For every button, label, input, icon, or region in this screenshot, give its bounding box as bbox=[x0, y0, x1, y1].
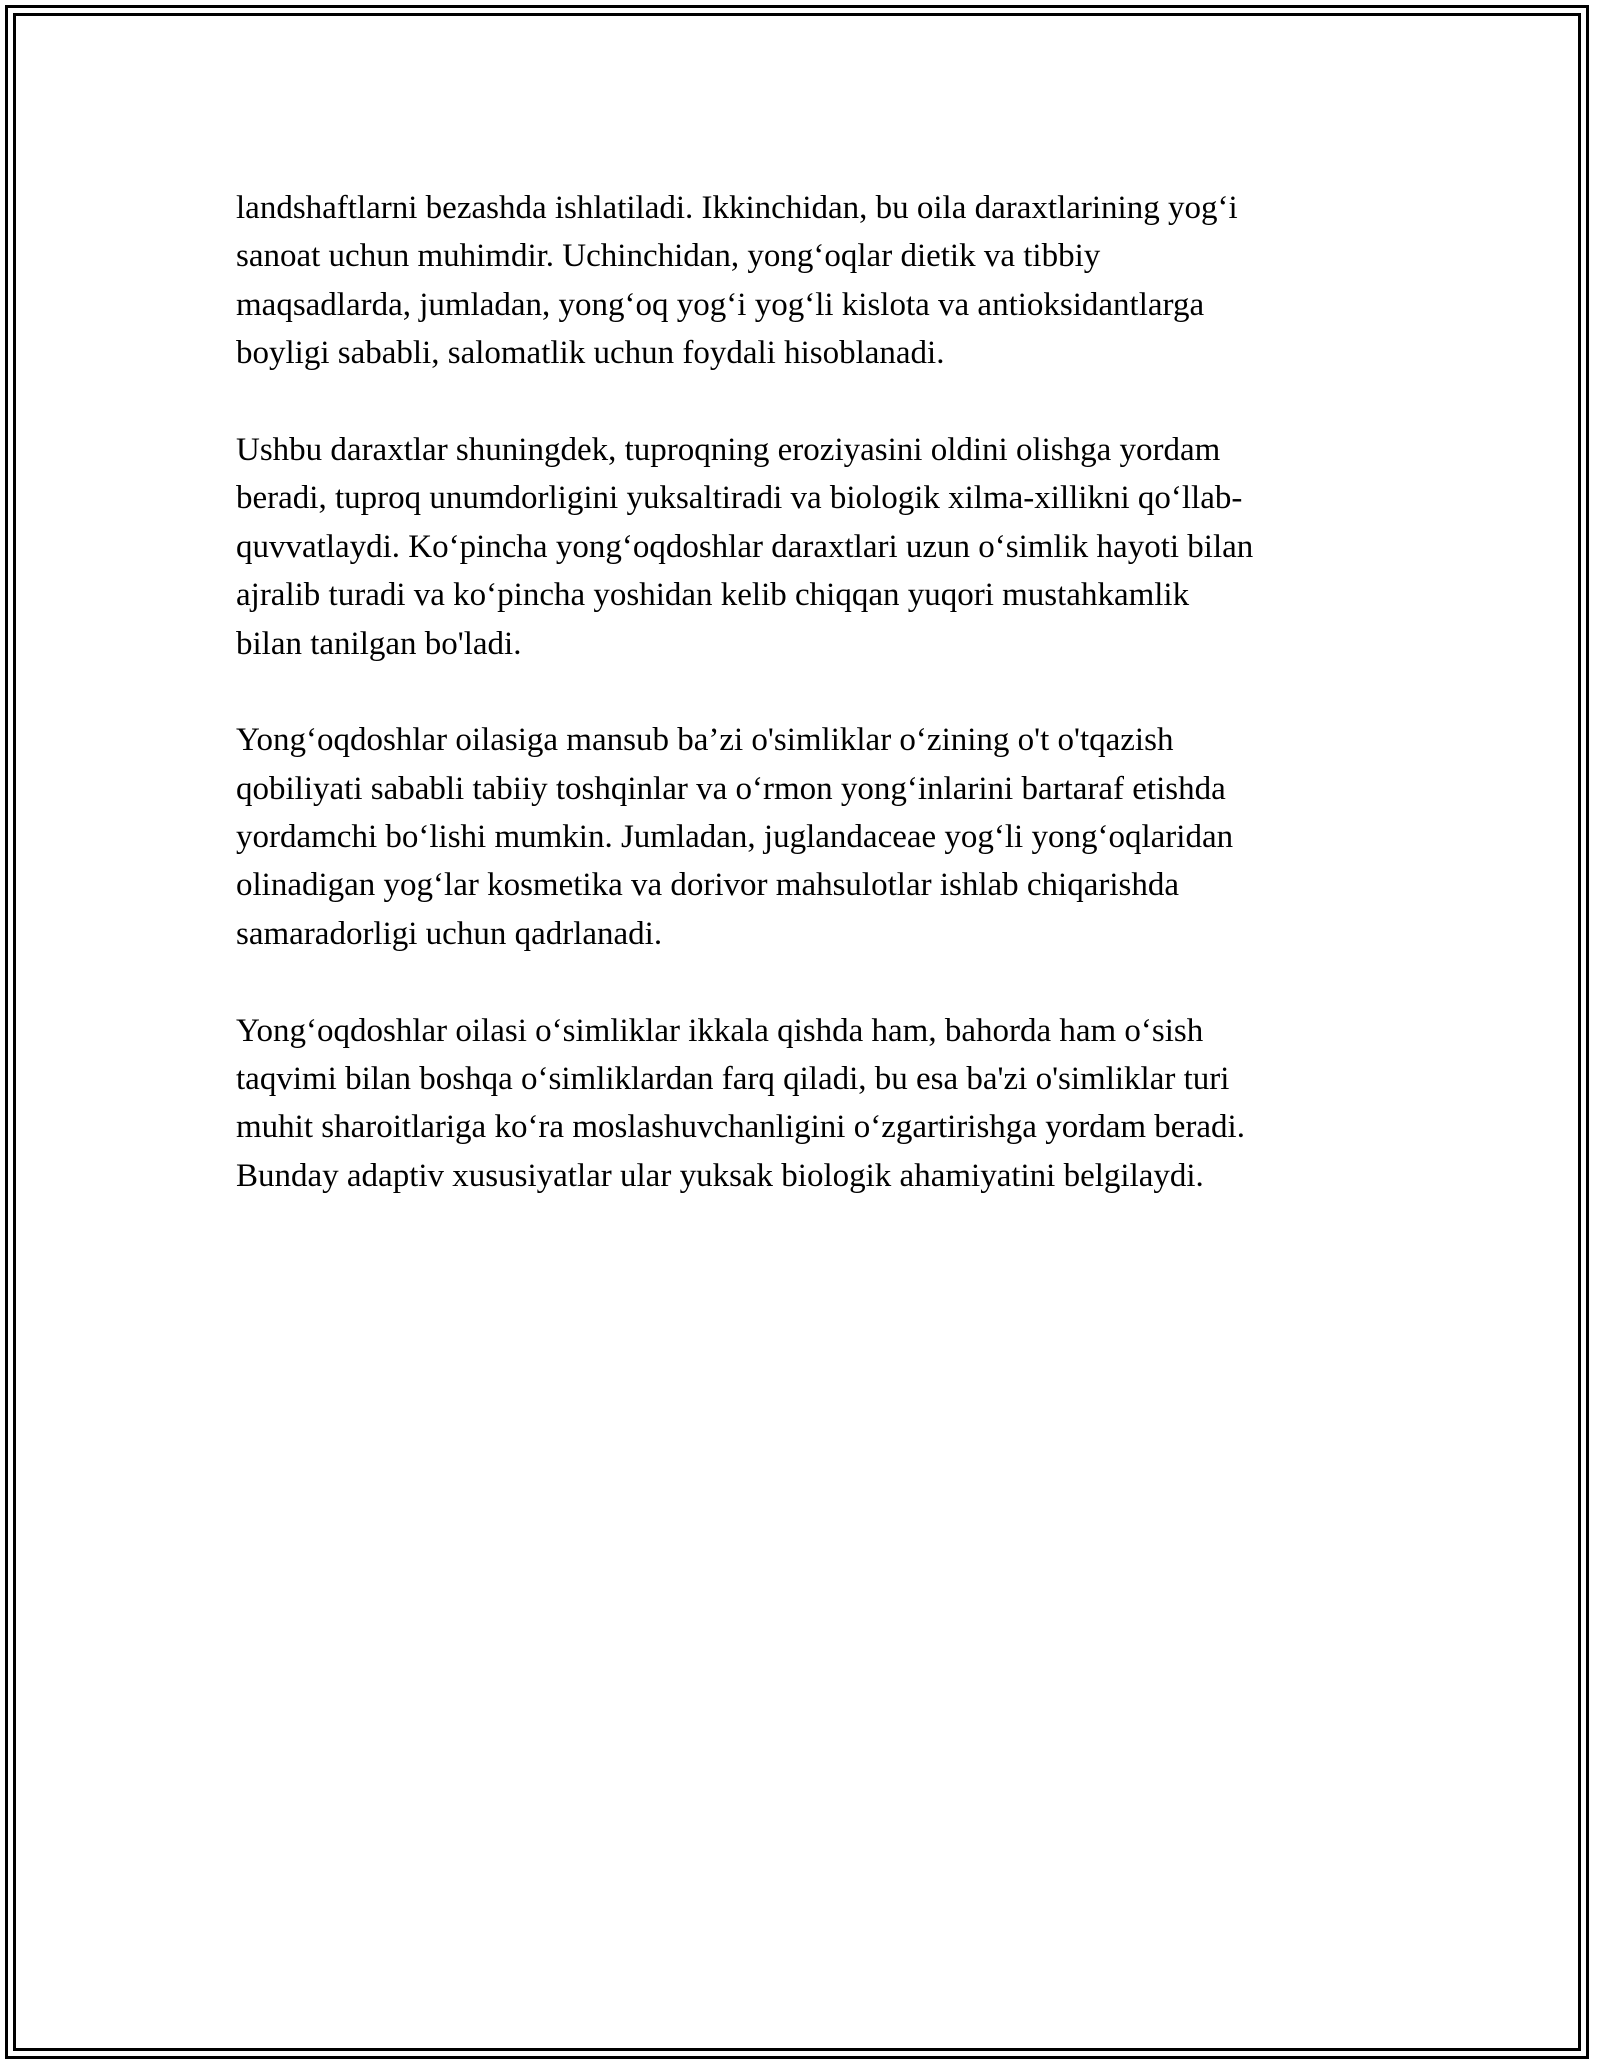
text-line: olinadigan yog‘lar kosmetika va dorivor mahsulotlar ishlab chiqarishda bbox=[236, 867, 1180, 904]
text-line: qobiliyati sababli tabiiy toshqinlar va o‘rmon yong‘inlarini bartaraf etishda bbox=[236, 770, 1226, 807]
text-line: Bunday adaptiv xususiyatlar ular yuksak biologik ahamiyatini belgilaydi. bbox=[236, 1157, 1204, 1194]
text-line: taqvimi bilan boshqa o‘simliklardan farq qiladi, bu esa ba'zi o'simliklar turi bbox=[236, 1061, 1230, 1098]
text-line: beradi, tuproq unumdorligini yuksaltiradi va biologik xilma-xillikni qo‘llab- bbox=[236, 480, 1243, 517]
text-line: samaradorligi uchun qadrlanadi. bbox=[236, 915, 663, 952]
paragraph-3 bbox=[236, 716, 1386, 958]
paragraph-2 bbox=[236, 426, 1386, 668]
paragraph-1 bbox=[236, 184, 1386, 378]
text-line: Yong‘oqdoshlar oilasiga mansub ba’zi o'simliklar o‘zining o't o'tqazish bbox=[236, 722, 1174, 759]
text-line: Ushbu daraxtlar shuningdek, tuproqning eroziyasini oldini olishga yordam bbox=[236, 431, 1221, 468]
text-line: sanoat uchun muhimdir. Uchinchidan, yong‘oqlar dietik va tibbiy bbox=[236, 238, 1101, 275]
text-line: quvvatlaydi. Ko‘pincha yong‘oqdoshlar daraxtlari uzun o‘simlik hayoti bilan bbox=[236, 528, 1254, 565]
text-line: Yong‘oqdoshlar oilasi o‘simliklar ikkala qishda ham, bahorda ham o‘sish bbox=[236, 1012, 1204, 1049]
paragraph-4 bbox=[236, 1007, 1386, 1201]
document-body bbox=[236, 184, 1386, 1249]
text-line: boyligi sababli, salomatlik uchun foydali hisoblanadi. bbox=[236, 335, 945, 372]
text-line: bilan tanilgan bo'ladi. bbox=[236, 625, 522, 662]
text-line: ajralib turadi va ko‘pincha yoshidan kelib chiqqan yuqori mustahkamlik bbox=[236, 577, 1190, 614]
text-line: yordamchi bo‘lishi mumkin. Jumladan, juglandaceae yog‘li yong‘oqlaridan bbox=[236, 819, 1234, 856]
text-line: muhit sharoitlariga ko‘ra moslashuvchanligini o‘zgartirishga yordam beradi. bbox=[236, 1109, 1245, 1146]
text-line: landshaftlarni bezashda ishlatiladi. Ikkinchidan, bu oila daraxtlarining yog‘i bbox=[236, 190, 1238, 226]
text-line: maqsadlarda, jumladan, yong‘oq yog‘i yog‘li kislota va antioksidantlarga bbox=[236, 286, 1205, 323]
